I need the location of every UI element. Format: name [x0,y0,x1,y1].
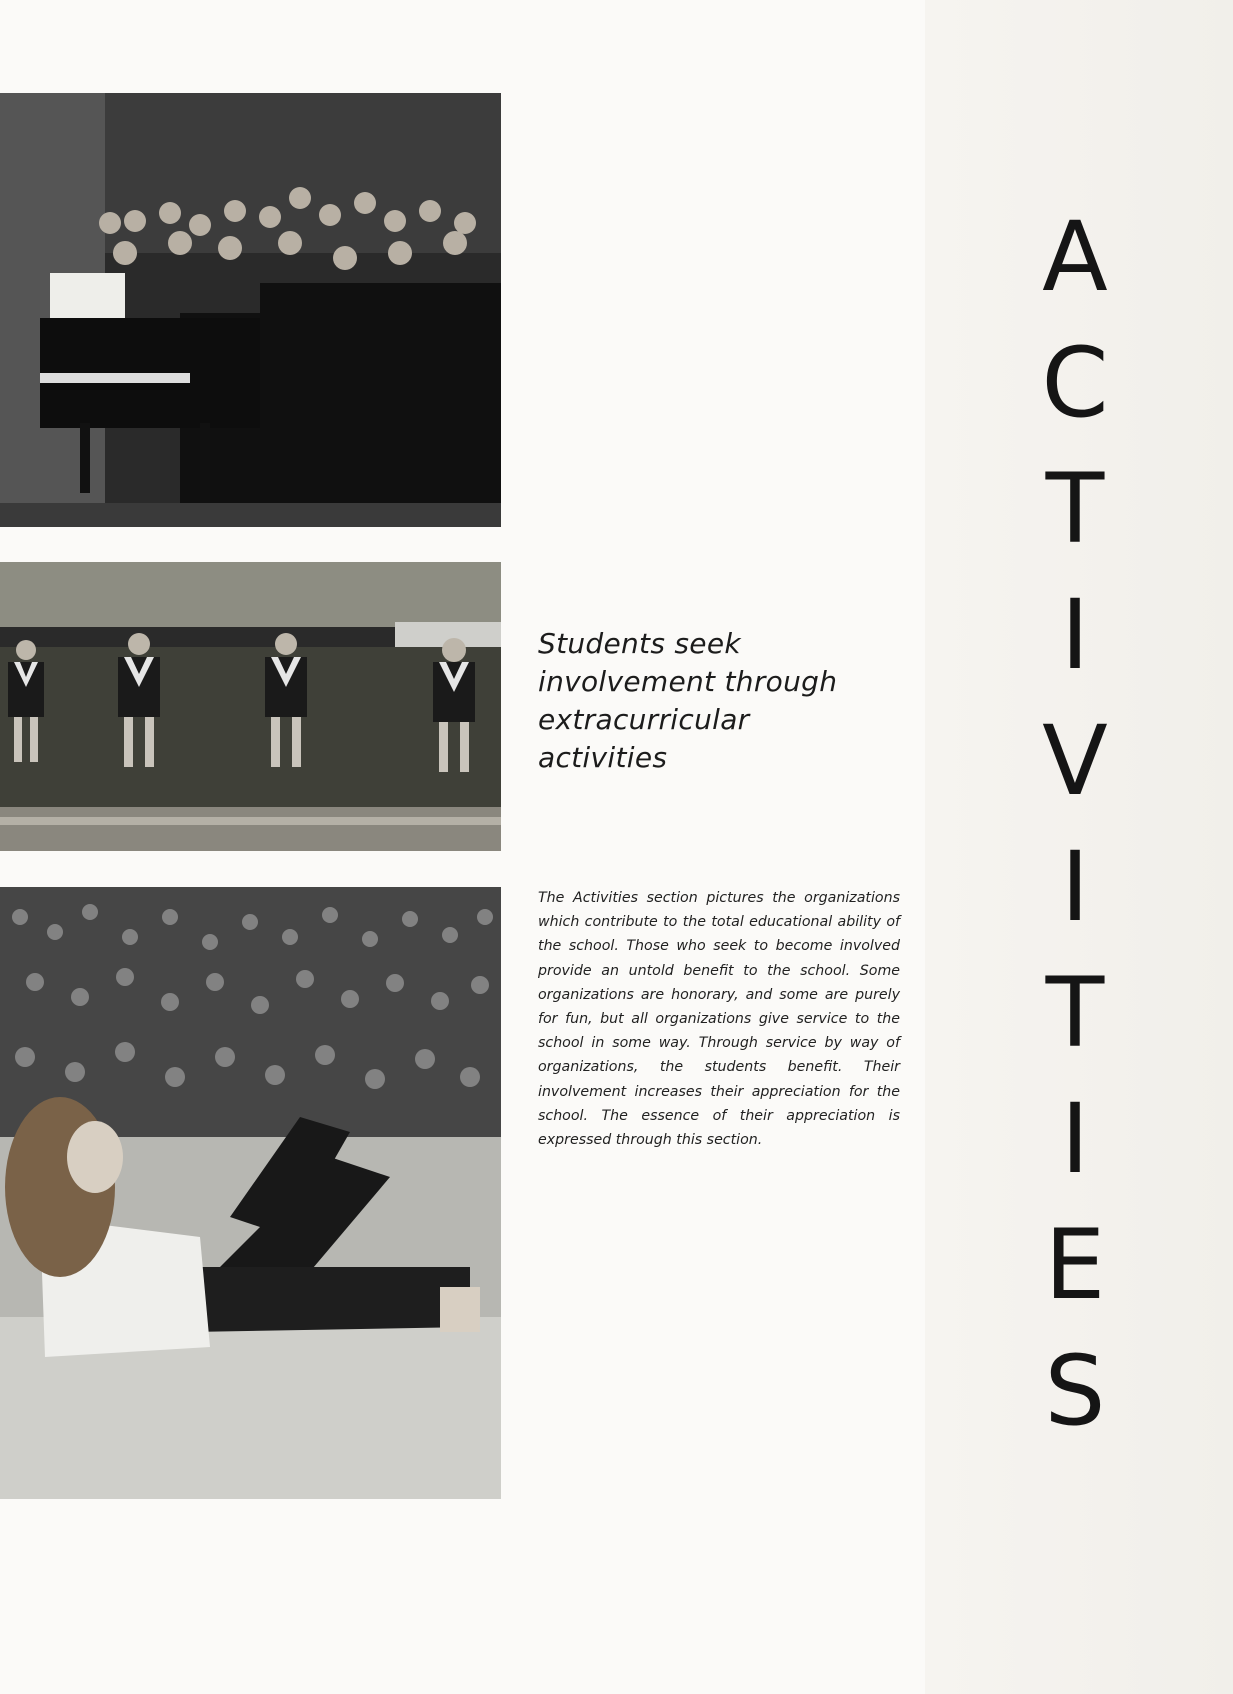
title-letter: E [1044,1209,1106,1321]
title-letter: C [1041,327,1109,439]
vertical-section-title [1030,201,1120,1465]
title-letter: I [1060,579,1090,691]
title-letter: T [1045,957,1105,1069]
title-letter: I [1060,831,1090,943]
drill-team-photo [0,562,501,851]
title-letter: V [1042,705,1108,817]
title-letter: S [1044,1335,1106,1447]
title-letter: T [1045,453,1105,565]
dancer-photo [0,887,501,1499]
title-letter: A [1042,201,1108,313]
section-intro-text: The Activities section pictures the organizations which contribute to the total educational ability of the school. Those who seek to become involved provide an untold benefit to the school. Some organizations are honorary, and some are purely for fun, but all organizations give service to the school in some way. Through service by way of organizations, the students benefit. Their involvement increases their appreciation for the school. The essence of their appreciation is expressed through this section. [538,890,900,1149]
section-headline: Students seek involvement through extracurricular activities [538,627,838,774]
choir-photo [0,93,501,527]
title-letter: I [1060,1083,1090,1195]
